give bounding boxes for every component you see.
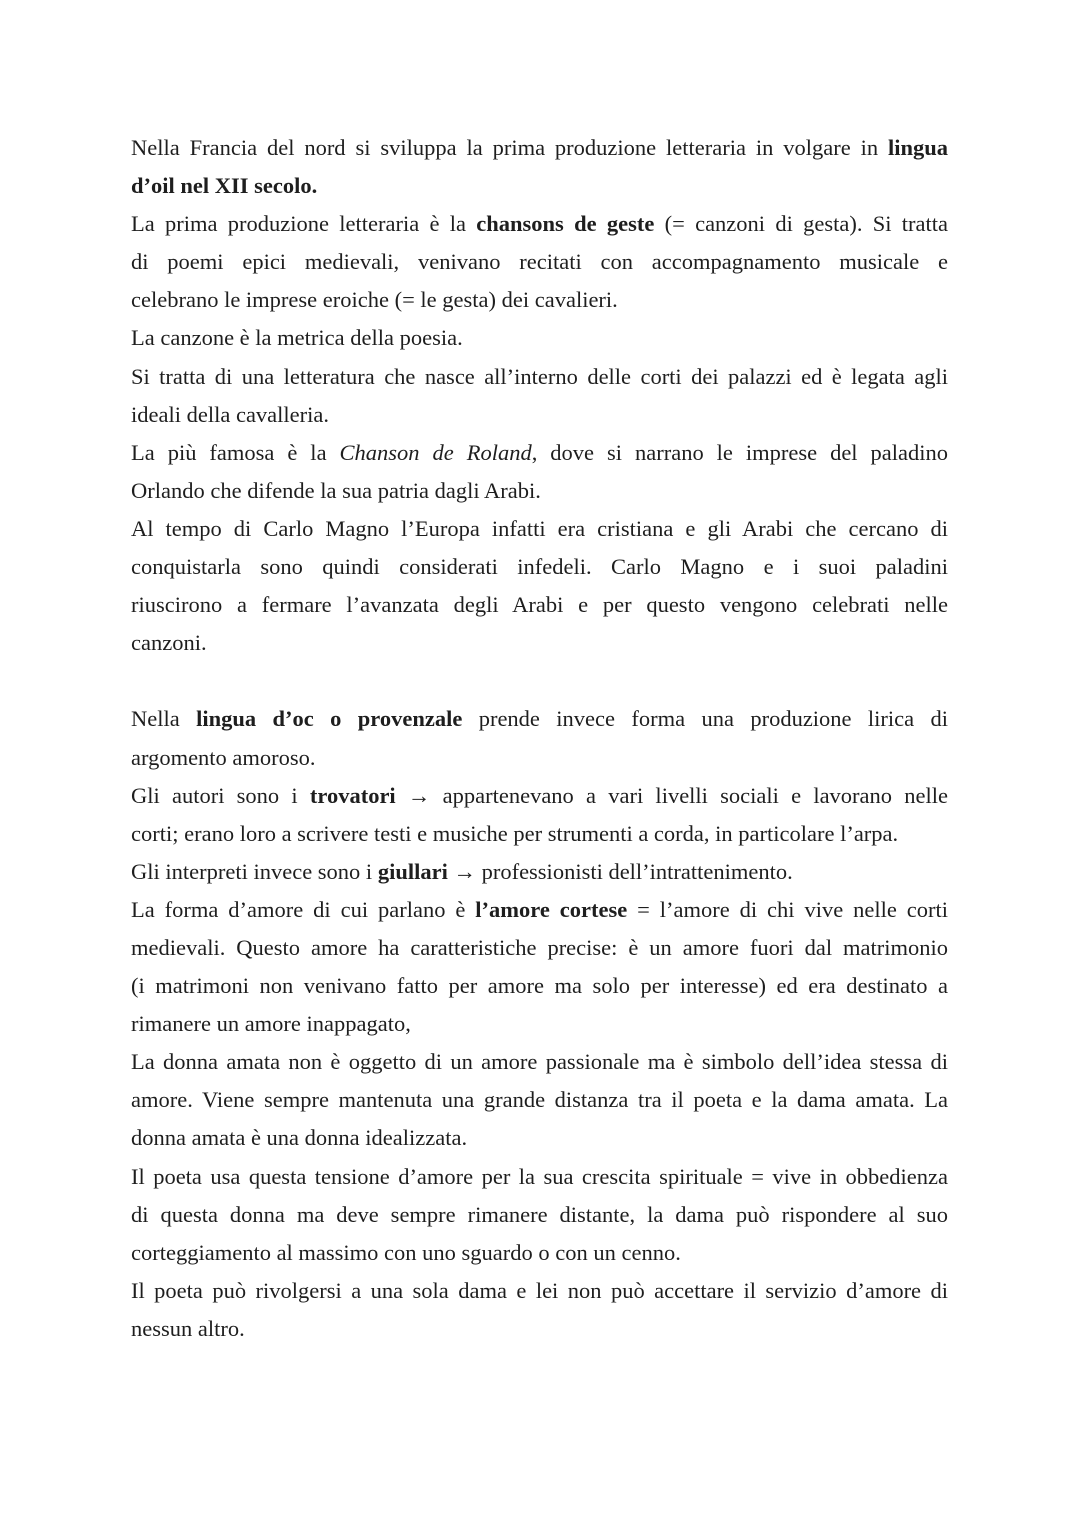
text-segment: ideali della cavalleria.: [131, 401, 330, 427]
text-segment: medievali. Questo amore ha caratteristiche precise: è un amore fuori dal matrimonio: [131, 934, 948, 960]
text-segment: Gli interpreti invece sono i: [131, 858, 378, 884]
text-line: [131, 510, 948, 548]
text-line: [131, 472, 948, 510]
text-line: [131, 1158, 948, 1196]
text-line: [131, 129, 948, 167]
text-line: [131, 358, 948, 396]
bold-text: lingua d’oc o provenzale: [196, 706, 463, 732]
text-segment: conquistarla sono quindi considerati infedeli. Carlo Magno e i suoi paladini: [131, 554, 948, 580]
text-segment: Nella Francia del nord si sviluppa la prima produzione letteraria in volgare in: [131, 135, 888, 160]
text-line: [131, 700, 948, 738]
text-segment: (i matrimoni non venivano fatto per amore ma solo per interesse) ed era destinato a: [131, 973, 948, 999]
text-segment: → professionisti dell’intrattenimento.: [447, 858, 793, 884]
text-segment: Nella: [131, 706, 197, 732]
text-line: [131, 1310, 948, 1348]
text-line: [131, 815, 948, 853]
text-line: [131, 1272, 948, 1310]
text-segment: Il poeta usa questa tensione d’amore per la sua crescita spirituale = vive in obbedienza: [131, 1163, 948, 1189]
text-line: [131, 1196, 948, 1234]
text-segment: Il poeta può rivolgersi a una sola dama e lei non può accettare il servizio d’amore di: [131, 1277, 948, 1303]
text-segment: corti; erano loro a scrivere testi e musiche per strumenti a corda, in particolare l’arpa.: [131, 820, 899, 846]
text-line: [131, 434, 948, 472]
text-line: [131, 205, 948, 243]
text-line: [131, 1043, 948, 1081]
text-segment: , dove si narrano le imprese del paladino: [531, 439, 948, 465]
italic-text: Chanson de Roland: [339, 439, 532, 465]
text-segment: (= canzoni di gesta). Si tratta: [654, 211, 948, 237]
text-segment: La canzone è la metrica della poesia.: [131, 325, 463, 351]
bold-text: l’amore cortese: [475, 896, 628, 922]
text-segment: La prima produzione letteraria è la: [131, 211, 477, 237]
text-segment: La forma d’amore di cui parlano è: [131, 896, 476, 922]
text-segment: Si tratta di una letteratura che nasce all’interno delle corti dei palazzi ed è legata agli: [131, 363, 948, 389]
bold-text: trovatori: [309, 782, 396, 808]
text-segment: Gli autori sono i: [131, 782, 310, 808]
text-segment: donna amata è una donna idealizzata.: [131, 1125, 468, 1151]
text-line: [131, 1234, 948, 1272]
text-segment: → appartenevano a vari livelli sociali e lavorano nelle: [395, 782, 948, 808]
text-line: [131, 777, 948, 815]
text-line: [131, 967, 948, 1005]
text-segment: prende invece forma una produzione lirica di: [462, 706, 948, 732]
text-line: [131, 586, 948, 624]
paragraph: [131, 129, 948, 662]
text-segment: canzoni.: [131, 630, 207, 656]
text-line: [131, 891, 948, 929]
bold-text: giullari: [377, 858, 448, 884]
text-line: [131, 739, 948, 777]
text-segment: Al tempo di Carlo Magno l’Europa infatti era cristiana e gli Arabi che cercano di: [131, 515, 948, 541]
paragraph-spacer: [131, 662, 948, 700]
text-line: [131, 281, 948, 319]
text-segment: Orlando che difende la sua patria dagli Arabi.: [131, 477, 541, 503]
text-segment: La più famosa è la: [131, 439, 340, 465]
text-line: [131, 167, 948, 205]
bold-text: chansons de geste: [476, 211, 655, 237]
text-segment: celebrano le imprese eroiche (= le gesta) dei cavalieri.: [131, 287, 618, 313]
text-segment: argomento amoroso.: [131, 744, 316, 770]
text-line: [131, 548, 948, 586]
text-segment: nessun altro.: [131, 1315, 245, 1341]
text-line: [131, 243, 948, 281]
text-segment: = l’amore di chi vive nelle corti: [627, 896, 948, 922]
bold-text: lingua: [887, 135, 948, 160]
text-line: [131, 1005, 948, 1043]
text-line: [131, 853, 948, 891]
paragraph: [131, 700, 948, 1348]
text-segment: di questa donna ma deve sempre rimanere distante, la dama può rispondere al suo: [131, 1201, 948, 1227]
text-segment: corteggiamento al massimo con uno sguardo o con un cenno.: [131, 1239, 681, 1265]
bold-text: d’oil nel XII secolo.: [131, 173, 318, 199]
text-segment: amore. Viene sempre mantenuta una grande distanza tra il poeta e la dama amata. La: [131, 1087, 948, 1113]
text-segment: riuscirono a fermare l’avanzata degli Arabi e per questo vengono celebrati nelle: [131, 592, 948, 618]
text-segment: di poemi epici medievali, venivano recitati con accompagnamento musicale e: [131, 249, 948, 275]
text-line: [131, 396, 948, 434]
text-line: [131, 929, 948, 967]
document-body: [131, 129, 948, 1348]
text-line: [131, 319, 948, 357]
text-line: [131, 1119, 948, 1157]
text-segment: La donna amata non è oggetto di un amore passionale ma è simbolo dell’idea stessa di: [131, 1049, 948, 1075]
text-line: [131, 1081, 948, 1119]
text-segment: rimanere un amore inappagato,: [131, 1011, 411, 1037]
text-line: [131, 624, 948, 662]
